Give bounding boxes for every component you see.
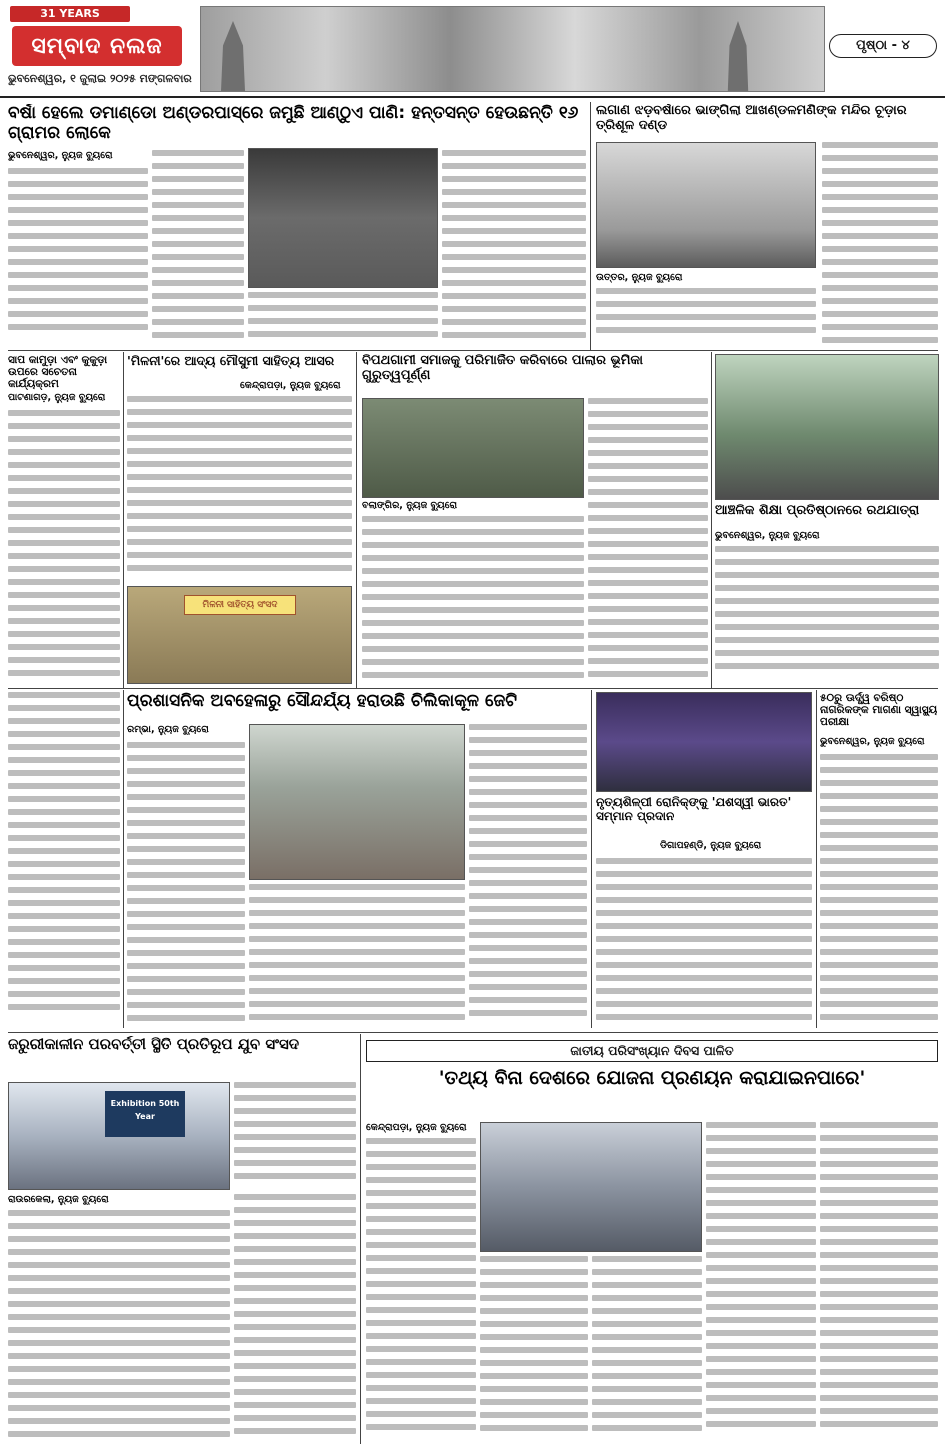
ratha-yatra-photo	[715, 354, 939, 500]
lead-byline-box	[8, 150, 148, 164]
exhibition-board-label: Exhibition 50th Year	[105, 1091, 185, 1137]
statistics-seminar-photo	[480, 1122, 702, 1252]
lead-byline: ଭୁବନେଶ୍ୱର, ନ୍ୟୁଜ ବ୍ୟୁରୋ	[8, 150, 113, 161]
masthead-banner-image	[200, 6, 825, 92]
health-byline-box	[820, 736, 938, 750]
youth-parliament-photo	[8, 1082, 230, 1190]
chilika-body-column-3	[469, 724, 587, 1028]
years-badge: 31 YEARS	[10, 6, 130, 22]
section-divider	[8, 350, 938, 351]
society-byline-box	[362, 500, 472, 514]
masthead	[0, 0, 945, 98]
statistics-byline-box	[366, 1122, 476, 1136]
temple-body-column	[822, 142, 938, 346]
society-headline-box	[362, 354, 708, 394]
chilika-body-under-photo	[249, 884, 465, 1028]
temple-illustration	[721, 21, 755, 91]
milani-byline-box	[240, 380, 350, 394]
milani-body	[127, 396, 352, 582]
emergency-headline: ଜରୁରୀକାଳୀନ ପରବର୍ତ୍ତୀ ସ୍ଥିତି ପ୍ରତିରୂପ ଯୁବ ସଂସଦ	[8, 1036, 300, 1053]
health-body	[820, 754, 938, 1028]
column-divider	[123, 690, 124, 1028]
snake-byline-box	[8, 392, 120, 406]
ratha-headline-box	[715, 504, 939, 526]
milani-headline: 'ମିଳନୀ'ରେ ଆଦ୍ୟ ମୌସୁମୀ ସାହିତ୍ୟ ଆସର	[127, 354, 335, 368]
lead-body-column-1	[8, 168, 148, 344]
page-number: ପୃଷ୍ଠା - ୪	[829, 34, 937, 58]
snake-continued-column	[8, 692, 120, 1028]
temple-body-under-photo	[596, 288, 816, 346]
temple-headline-box	[596, 104, 936, 136]
milani-banner-label: ମିଳନୀ ସାହିତ୍ୟ ସଂସଦ	[184, 595, 296, 615]
statistics-kicker: ଜାତୀୟ ପରିସଂଖ୍ୟାନ ଦିବସ ପାଳିତ	[570, 1043, 734, 1058]
ratha-byline-box	[715, 530, 835, 544]
ratha-headline: ଆଞ୍ଚଳିକ ଶିକ୍ଷା ପ୍ରତିଷ୍ଠାନରେ ରଥଯାତ୍ରା	[715, 504, 920, 518]
temple-byline: ଉତ୍ତର, ନ୍ୟୁଜ ବ୍ୟୁରୋ	[596, 272, 683, 283]
emergency-byline-box	[8, 1194, 128, 1208]
chilika-headline-box	[127, 692, 587, 720]
temple-headline: ଲଗାଣ ଝଡ଼ବର୍ଷାରେ ଭାଙ୍ଗିଲା ଆଖଣ୍ଡଳମଣିଙ୍କ ମନ୍ଦିର ଚୂଡ଼ାର ତ୍ରିଶୂଳ ଦଣ୍ଡ	[596, 104, 907, 133]
chilika-byline-box	[127, 724, 245, 738]
temple-spire-photo	[596, 142, 816, 268]
temple-illustration	[213, 21, 253, 91]
column-divider	[356, 352, 357, 688]
statistics-body-column-1	[366, 1138, 476, 1442]
emergency-byline: ରାଉରକେଲା, ନ୍ୟୁଜ ବ୍ୟୁରୋ	[8, 1194, 109, 1205]
column-divider	[123, 352, 124, 688]
society-byline: ବଲାଙ୍ଗିର, ନ୍ୟୁଜ ବ୍ୟୁରୋ	[362, 500, 458, 511]
dancer-headline: ନୃତ୍ୟଶିଳ୍ପୀ ରୋନିକ୍‌ଙ୍କୁ 'ଯଶସ୍ୱୀ ଭାରତ' ସମ୍ମାନ ପ୍ରଦାନ	[596, 796, 792, 823]
health-headline-box	[820, 692, 938, 732]
lead-body-column-2	[152, 150, 244, 346]
column-divider	[711, 352, 712, 688]
milani-byline: କେନ୍ଦ୍ରାପଡ଼ା, ନ୍ୟୁଜ ବ୍ୟୁରୋ	[240, 380, 341, 391]
flooded-underpass-photo	[248, 148, 438, 288]
newspaper-logo: ସମ୍ବାଦ ନଲଜ	[12, 26, 182, 66]
statistics-kicker-box	[366, 1040, 938, 1062]
snake-headline-box	[8, 354, 120, 390]
statistics-body-column-5	[820, 1122, 938, 1442]
section-divider	[8, 1032, 938, 1033]
milani-event-photo	[127, 586, 352, 684]
dancer-headline-box	[596, 796, 812, 836]
society-body-column-2	[588, 398, 708, 684]
chilika-byline: ରମ୍ଭା, ନ୍ୟୁଜ ବ୍ୟୁରୋ	[127, 724, 209, 735]
ratha-byline: ଭୁବନେଶ୍ୱର, ନ୍ୟୁଜ ବ୍ୟୁରୋ	[715, 530, 820, 541]
dancer-byline-box	[660, 840, 800, 854]
dateline: ଭୁବନେଶ୍ୱର, ୧ ଜୁଲାଇ ୨୦୨୫ ମଙ୍ଗଳବାର	[8, 72, 192, 85]
emergency-body-column-2	[234, 1194, 356, 1442]
ratha-body	[715, 546, 939, 684]
column-divider	[816, 690, 817, 1028]
chilika-headline: ପ୍ରଶାସନିକ ଅବହେଳାରୁ ସୌନ୍ଦର୍ଯ୍ୟ ହରାଉଛି ଚିଲିକାକୂଳ ଜେଟି	[127, 692, 517, 711]
dancer-award-photo	[596, 692, 812, 792]
snake-headline: ସାପ କାମୁଡ଼ା ଏବଂ କୁକୁଡ଼ା ଉପରେ ସଚେତନା କାର୍ଯ୍ୟକ୍ରମ	[8, 354, 108, 390]
chilika-jetty-photo	[249, 724, 465, 880]
chilika-body-column-1	[127, 742, 245, 1028]
column-divider	[591, 690, 592, 1028]
emergency-body-column-1	[8, 1210, 230, 1442]
snake-body-column	[8, 410, 120, 690]
lead-article-headline-box	[8, 104, 588, 144]
society-award-photo	[362, 398, 584, 498]
lead-body-column-3	[442, 150, 586, 346]
temple-byline-box	[596, 272, 706, 286]
society-headline: ବିପଥଗାମୀ ସମାଜକୁ ପରିମାର୍ଜିତ କରିବାରେ ପାଲାର ଭୂମିକା ଗୁରୁତ୍ୱପୂର୍ଣ୍ଣ	[362, 354, 643, 383]
column-divider	[590, 102, 591, 350]
statistics-body-column-4	[706, 1122, 816, 1442]
lead-headline: ବର୍ଷା ହେଲେ ଡମାଣ୍ଡୋ ଅଣ୍ଡରପାସ୍‌ରେ ଜମୁଛି ଆଣ୍ଠୁଏ ପାଣି: ହନ୍ତସନ୍ତ ହେଉଛନ୍ତି ୧୬ ଗ୍ରାମର ଲୋକେ	[8, 104, 579, 143]
statistics-body-column-3	[592, 1256, 702, 1442]
dancer-body	[596, 858, 812, 1028]
statistics-headline-box	[366, 1068, 938, 1116]
statistics-headline: 'ତଥ୍ୟ ବିନା ଦେଶରେ ଯୋଜନା ପ୍ରଣୟନ କରାଯାଇନପାରେ'	[438, 1068, 866, 1089]
lead-body-under-photo	[248, 292, 438, 346]
health-byline: ଭୁବନେଶ୍ୱର, ନ୍ୟୁଜ ବ୍ୟୁରୋ	[820, 736, 925, 747]
section-divider	[8, 688, 938, 689]
society-body-column-1	[362, 516, 584, 684]
statistics-byline: କେନ୍ଦ୍ରାପଡ଼ା, ନ୍ୟୁଜ ବ୍ୟୁରୋ	[366, 1122, 467, 1133]
statistics-body-column-2	[480, 1256, 588, 1442]
column-divider	[360, 1034, 361, 1444]
health-headline: ୫୦ରୁ ଊର୍ଦ୍ଧ୍ୱ ବରିଷ୍ଠ ନାଗରିକଙ୍କ ମାଗଣା ସ୍ୱାସ୍ଥ୍ୟ ପରୀକ୍ଷା	[820, 692, 938, 729]
milani-headline-box	[127, 354, 349, 376]
emergency-body-column-2-top	[234, 1082, 356, 1190]
emergency-headline-box	[8, 1036, 358, 1078]
dancer-byline: ଡିଗାପହଣ୍ଡି, ନ୍ୟୁଜ ବ୍ୟୁରୋ	[660, 840, 762, 851]
snake-byline: ପାଟଣାଗଡ଼, ନ୍ୟୁଜ ବ୍ୟୁରୋ	[8, 392, 106, 403]
